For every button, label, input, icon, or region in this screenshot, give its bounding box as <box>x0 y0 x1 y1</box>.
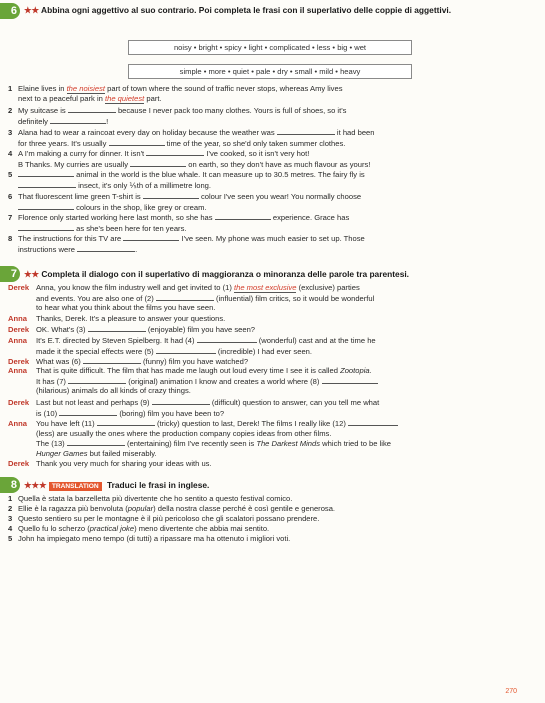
item-number: 5 <box>8 534 13 543</box>
answer-blank[interactable] <box>18 223 74 231</box>
answer-blank[interactable] <box>143 191 199 199</box>
item-text: definitely <box>18 116 48 126</box>
item-text: Quello fu lo scherzo ( <box>18 524 90 533</box>
answer-blank[interactable] <box>88 324 146 332</box>
answer-blank[interactable] <box>123 233 179 241</box>
item-text: That fluorescent lime green T-shirt is <box>18 192 141 201</box>
item-text: ! <box>106 116 109 126</box>
ex8-item-3 <box>8 514 525 524</box>
dialogue-text: but failed miserably. <box>89 448 157 458</box>
answer-blank[interactable] <box>77 244 138 254</box>
item-number: 1 <box>8 494 13 503</box>
answer-fill: the noisiest <box>66 84 105 93</box>
dialogue-line <box>8 324 527 335</box>
dialogue-text: (tricky) question to last, Derek! The films I really like (12) <box>156 419 346 428</box>
item-text: ) della nostra classe perché è così gentile e generosa. <box>153 504 336 513</box>
film-title: Zootopia. <box>340 366 372 375</box>
item-text: experience. Grace has <box>272 213 350 222</box>
exercise-6-instruction-text: Abbina ogni aggettivo al suo contrario. Poi completa le frasi con il superlativo delle coppie di aggettivi. <box>41 5 452 15</box>
answer-blank[interactable] <box>146 148 204 156</box>
ex6-item-3 <box>8 127 525 148</box>
item-text: next to a peaceful park in <box>18 93 103 103</box>
dialogue-text: (wonderful) cast and at the time he <box>258 336 376 345</box>
film-title: The Darkest Minds <box>256 439 321 449</box>
dialogue-line <box>8 418 527 458</box>
item-text: Elaine lives in <box>18 84 65 93</box>
item-number: 5 <box>8 170 13 179</box>
translation-badge: TRANSLATION <box>49 482 102 491</box>
item-text: Questo sentiero su per le montagne è il più pericoloso che gli scalatori possano prendere. <box>18 514 320 523</box>
speaker-name: Derek <box>8 283 30 292</box>
word-box-1: noisy • bright • spicy • light • complicated • less • big • wet <box>128 40 412 55</box>
item-text: colours in the shop, like grey or cream. <box>76 202 207 212</box>
answer-blank[interactable] <box>152 397 210 405</box>
item-text: Quella è stata la barzelletta più divertente che ho sentito a questo festival comico. <box>18 494 293 503</box>
dialogue-text: (hilarious) animals do all kinds of crazy things. <box>36 386 191 396</box>
answer-blank[interactable] <box>18 180 76 188</box>
item-number: 8 <box>8 234 13 243</box>
dialogue-line <box>8 459 527 469</box>
answer-blank[interactable] <box>50 116 109 126</box>
dialogue-line <box>8 283 527 313</box>
dialogue-text: to hear what you think about the films you have seen. <box>36 303 216 313</box>
item-text: ) meno divertente che abbia mai sentito. <box>134 524 270 533</box>
item-number: 4 <box>8 524 13 533</box>
ex6-item-2 <box>8 105 525 126</box>
item-number: 4 <box>8 149 13 158</box>
dialogue-text: (incredible) I had ever seen. <box>217 346 313 356</box>
dialogue-text: (enjoyable) film you have seen? <box>147 325 256 334</box>
exercise-6-instruction <box>24 5 527 15</box>
answer-blank[interactable] <box>18 202 74 210</box>
dialogue-text: (original) animation I know and creates a world where (8) <box>128 376 320 386</box>
answer-blank[interactable] <box>156 346 216 354</box>
speaker-name: Anna <box>8 336 27 345</box>
speaker-name: Derek <box>8 459 30 468</box>
speaker-name: Anna <box>8 419 27 428</box>
dialogue-text: is (10) <box>36 408 58 418</box>
dialogue-text: and events. You are also one of (2) <box>36 293 154 303</box>
exercise-6-stars: ★★ <box>24 5 40 15</box>
dialogue-text: (entertaining) film I've recently seen is <box>126 439 255 449</box>
item-number: 2 <box>8 106 13 115</box>
answer-fill: the quietest <box>104 93 145 103</box>
film-title: Hunger Games <box>36 448 88 458</box>
speaker-name: Anna <box>8 366 27 375</box>
dialogue-text: (difficult) question to answer, can you tell me what <box>211 398 380 407</box>
item-text: it had been <box>336 128 375 137</box>
answer-blank[interactable] <box>130 159 186 167</box>
dialogue-text: (boring) film you have been to? <box>119 408 225 418</box>
exercise-7-number: 7 <box>0 266 20 282</box>
speaker-name: Derek <box>8 325 30 334</box>
dialogue-text: What was (6) <box>36 357 81 366</box>
dialogue-line <box>8 397 527 418</box>
item-number: 3 <box>8 128 13 137</box>
dialogue-line <box>8 335 527 356</box>
exercise-7-instruction <box>24 269 527 279</box>
item-text: Ellie è la ragazza più benvoluta ( <box>18 504 128 513</box>
answer-blank[interactable] <box>59 408 117 416</box>
ex6-item-8 <box>8 233 525 254</box>
ex8-item-1 <box>8 494 525 504</box>
answer-blank[interactable] <box>348 418 398 426</box>
ex6-item-7 <box>8 212 525 233</box>
answer-blank[interactable] <box>83 356 141 364</box>
dialogue-text: You have left (11) <box>36 419 95 428</box>
dialogue-text: which tried to be like <box>322 439 391 449</box>
item-text: insect, it's only ⅕th of a millimetre long. <box>78 180 212 190</box>
item-text: because I never pack too many clothes. Yours is full of shoes, so it's <box>117 106 347 115</box>
item-text: John ha impiegato meno tempo (di tutti) a ripassare ma ha ottenuto i migliori voti. <box>18 534 291 543</box>
exercise-7-stars: ★★ <box>24 269 40 279</box>
dialogue-line <box>8 314 527 324</box>
item-text: My suitcase is <box>18 106 66 115</box>
item-number: 2 <box>8 504 13 513</box>
item-text: for three years. It's usually <box>18 138 107 148</box>
item-number: 7 <box>8 213 13 222</box>
dialogue-text: Thanks, Derek. It's a pleasure to answer your questions. <box>36 314 226 323</box>
exercise-7-instruction-text: Completa il dialogo con il superlativo di maggioranza o minoranza delle parole tra parentesi. <box>41 269 410 279</box>
item-text: animal in the world is the blue whale. It can measure up to 30.5 metres. The fairy fly is <box>76 170 365 179</box>
exercise-8-instruction <box>24 480 527 491</box>
ex6-item-6 <box>8 191 525 212</box>
answer-blank[interactable] <box>215 212 271 220</box>
dialogue-text: (less) are usually the ones where the production company copies ideas from other films. <box>36 428 332 438</box>
answer-blank[interactable] <box>67 438 125 446</box>
answer-blank[interactable] <box>97 418 155 426</box>
dialogue-line <box>8 356 527 367</box>
item-text: B Thanks. My curries are usually <box>18 159 129 169</box>
dialogue-text: made it the special effects were (5) <box>36 346 154 356</box>
answer-fill: the most exclusive <box>233 283 297 292</box>
speaker-name: Derek <box>8 357 30 366</box>
item-text: as she's been here for ten years. <box>76 223 187 233</box>
item-text: The instructions for this TV are <box>18 234 122 243</box>
dialogue-text: Anna, you know the film industry well and get invited to (1) <box>36 283 232 292</box>
speaker-name: Anna <box>8 314 27 323</box>
word-box-2: simple • more • quiet • pale • dry • small • mild • heavy <box>128 64 412 79</box>
exercise-8-instruction-text: Traduci le frasi in inglese. <box>106 480 210 490</box>
dialogue-text: (funny) film you have watched? <box>142 357 249 366</box>
dialogue-text: The (13) <box>36 439 65 449</box>
item-text: Alana had to wear a raincoat every day on holiday because the weather was <box>18 128 275 137</box>
answer-blank[interactable] <box>277 127 335 135</box>
dialogue-text: Thank you very much for sharing your ideas with us. <box>36 459 212 468</box>
item-text: part of town where the sound of traffic never stops, whereas Amy lives <box>107 84 343 93</box>
item-text: instructions were <box>18 244 75 254</box>
item-text: I've cooked, so it isn't very hot! <box>206 149 310 158</box>
answer-blank[interactable] <box>156 293 214 301</box>
ex6-item-5 <box>8 169 525 190</box>
item-text-italic: practical joke <box>89 524 135 533</box>
speaker-name: Derek <box>8 398 30 407</box>
answer-blank[interactable] <box>68 376 126 384</box>
item-text: Florence only started working here last month, so she has <box>18 213 213 222</box>
ex8-item-4 <box>8 524 525 534</box>
dialogue-text: That is quite difficult. The film that has made me laugh out loud every time I see it is called <box>36 366 338 375</box>
item-number: 1 <box>8 84 13 93</box>
item-number: 6 <box>8 192 13 201</box>
item-text: I've seen. My phone was much easier to set up. Those <box>181 234 365 243</box>
answer-blank[interactable] <box>68 105 116 113</box>
answer-blank[interactable] <box>322 376 378 384</box>
item-text: A I'm making a curry for dinner. It isn't <box>18 149 145 158</box>
exercise-8-number: 8 <box>0 477 20 493</box>
ex8-item-2 <box>8 504 525 514</box>
item-text: on earth, so they don't have as much flavour as yours! <box>188 159 371 169</box>
dialogue-text: It's E.T. directed by Steven Spielberg. It had (4) <box>36 336 195 345</box>
item-text: . <box>135 244 138 254</box>
answer-blank[interactable] <box>109 138 165 146</box>
dialogue-text: It has (7) <box>36 376 66 386</box>
ex6-item-4 <box>8 148 525 169</box>
item-text: time of the year, so she'd only taken summer clothes. <box>166 138 346 148</box>
answer-blank[interactable] <box>197 335 257 343</box>
item-text-italic: popular <box>127 504 154 513</box>
dialogue-text: Last but not least and perhaps (9) <box>36 398 150 407</box>
ex6-item-1 <box>8 84 525 103</box>
dialogue-text: (exclusive) parties <box>298 283 360 292</box>
dialogue-line <box>8 366 527 396</box>
exercise-6-number: 6 <box>0 3 20 19</box>
exercise-8-stars: ★★★ <box>24 480 47 490</box>
item-text: colour I've seen you wear! You normally choose <box>200 192 362 201</box>
dialogue-text: (influential) film critics, so it would be wonderful <box>216 293 375 303</box>
answer-blank[interactable] <box>18 169 74 177</box>
page-number: 270 <box>505 688 517 696</box>
ex8-item-5 <box>8 534 525 544</box>
dialogue-text: OK. What's (3) <box>36 325 86 334</box>
item-number: 3 <box>8 514 13 523</box>
item-text: part. <box>146 93 162 103</box>
